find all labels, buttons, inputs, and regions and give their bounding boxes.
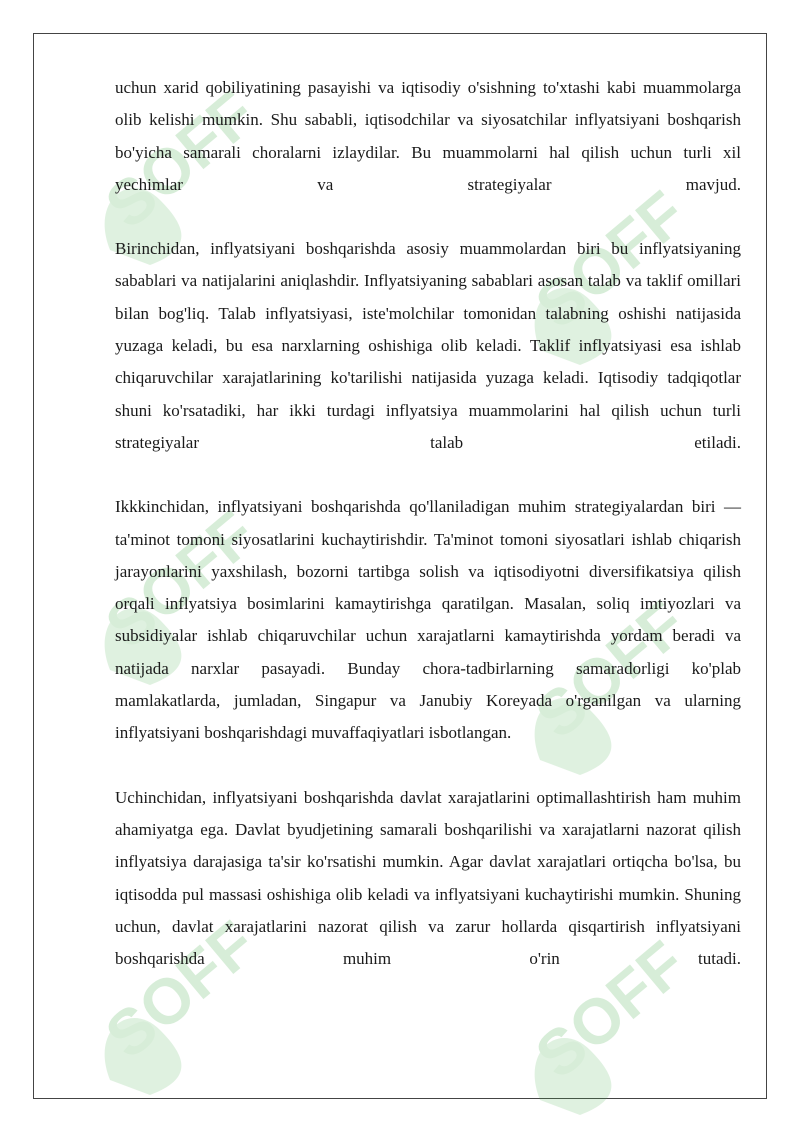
- paragraph-uchinchidan: Uchinchidan, inflyatsiyani boshqarishda davlat xarajatlarini optimallashtirish ham muhim ahamiyatga ega. Davlat byudjetining samarali boshqarilishi va xarajatlarni nazorat qilish inflyatsiya darajasiga ta'sir ko'rsatishi mumkin. Agar davlat xarajatlari ortiqcha bo'lsa, bu iqtisodda pul massasi oshishiga olib keladi va inflyatsiyani kuchaytirishi mumkin. Shuning uchun, davlat xarajatlarini nazorat qilish va zarur hollarda qisqartirish inflyatsiyani boshqarishda muhim o'rin tutadi.: [115, 787, 741, 969]
- svg-text:SOFF: SOFF: [521, 587, 700, 753]
- paragraph-ikkinchidan: Ikkkinchidan, inflyatsiyani boshqarishda qo'llaniladigan muhim strategiyalardan biri — ta'minot tomoni siyosatlarini kuchaytirishdir. Ta'minot tomoni siyosatlari ishlab chiqarish jarayonlarini yaxshilash, bozorni tartibga solish va iqtisodiyotni diversifikatsiya qilish orqali inflyatsiya bosimlarini kamaytirishga qaratilgan. Masalan, soliq imtiyozlari va subsidiyalar ishlab chiqaruvchilar uchun xarajatlarni kamaytirishda yordam beradi va natijada narxlar pasayadi. Bunday chora-tadbirlarning samaradorligi ko'plab mamlakatlarda, jumladan, Singapur va Janubiy Koreyada o'rganilgan va ularning inflyatsiyani boshqarishdagi muvaffaqiyatlari isbotlangan.: [115, 497, 741, 743]
- svg-text:SOFF: SOFF: [91, 77, 270, 243]
- svg-text:SOFF: SOFF: [91, 907, 270, 1073]
- paragraph-intro-continuation: uchun xarid qobiliyatining pasayishi va iqtisodiy o'sishning to'xtashi kabi muammolarga olib kelishi mumkin. Shu sababli, iqtisodchilar va siyosatchilar inflyatsiyani boshqarish bo'yicha samarali choralarni izlaydilar. Bu muammolarni hal qilish uchun turli xil yechimlar va strategiyalar mavjud.: [115, 78, 741, 194]
- svg-text:SOFF: SOFF: [521, 177, 700, 343]
- svg-text:SOFF: SOFF: [521, 927, 700, 1093]
- svg-text:SOFF: SOFF: [91, 497, 270, 663]
- paragraph-birinchidan: Birinchidan, inflyatsiyani boshqarishda asosiy muammolardan biri bu inflyatsiyaning sabablari va natijalarini aniqlashdir. Inflyatsiyaning sabablari asosan talab va taklif omillari bilan bog'liq. Talab inflyatsiyasi, iste'molchilar tomonidan talabning oshishi natijasida yuzaga keladi, bu esa narxlarning oshishiga olib keladi. Taklif inflyatsiyasi esa ishlab chiqaruvchilar xarajatlarining ko'tarilishi natijasida yuzaga keladi. Iqtisodiy tadqiqotlar shuni ko'rsatadiki, har ikki turdagi inflyatsiya muammolarini hal qilish uchun turli strategiyalar talab etiladi.: [115, 239, 741, 452]
- document-body: [115, 72, 741, 1007]
